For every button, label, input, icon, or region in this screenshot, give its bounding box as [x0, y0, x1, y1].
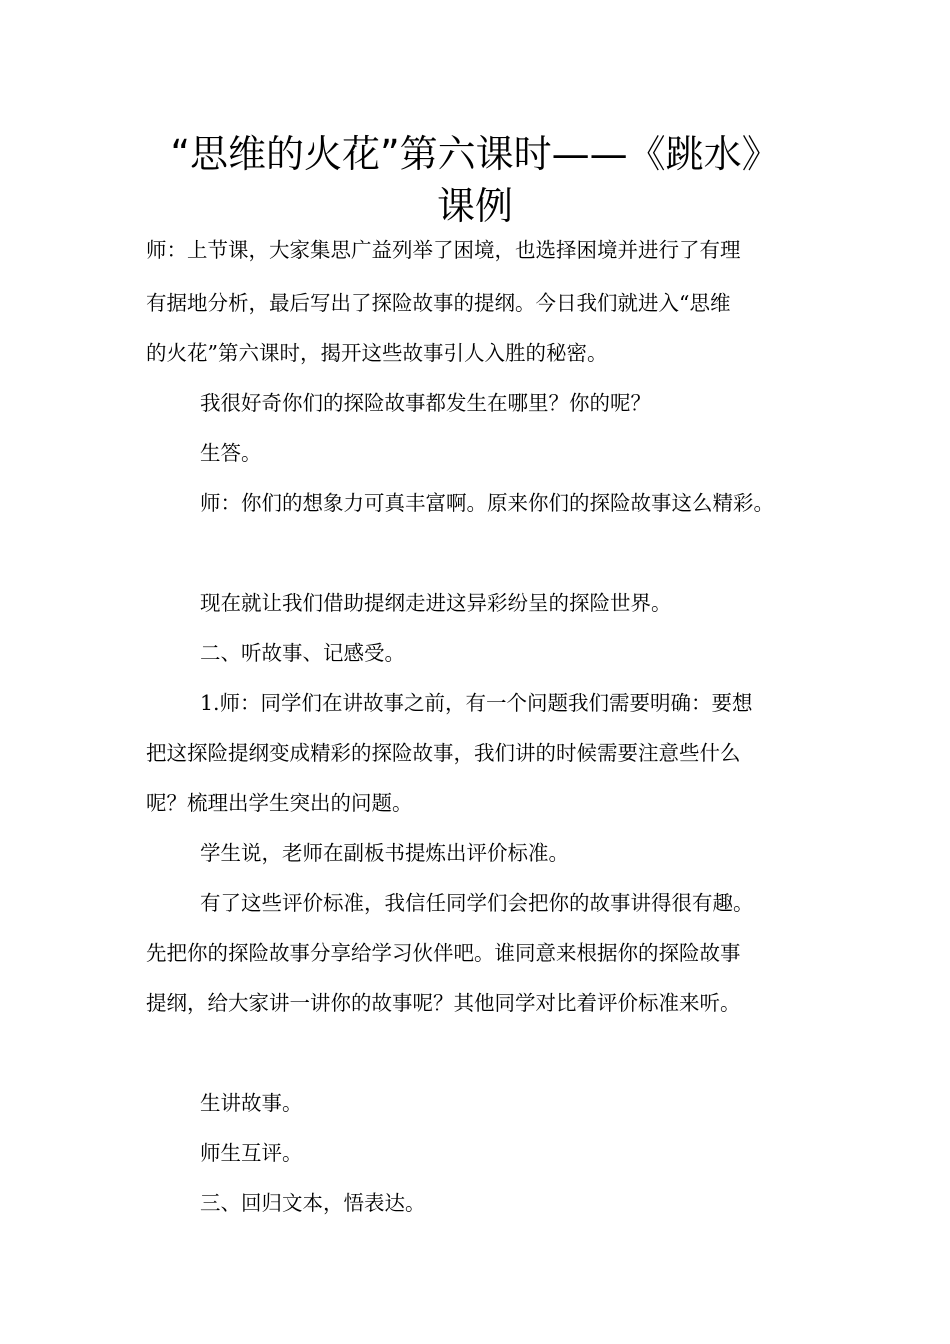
paragraph-line: 呢？梳理出学生突出的问题。 [146, 791, 413, 815]
paragraph-line: 二、听故事、记感受。 [200, 641, 405, 665]
paragraph-line: 的火花”第六课时，揭开这些故事引人入胜的秘密。 [146, 341, 608, 365]
paragraph-line: 生答。 [200, 441, 262, 465]
paragraph-line: 三、回归文本，悟表达。 [200, 1191, 426, 1215]
paragraph-line: 先把你的探险故事分享给学习伙伴吧。谁同意来根据你的探险故事 [146, 941, 741, 965]
paragraph-line: 我很好奇你们的探险故事都发生在哪里？你的呢？ [200, 391, 651, 415]
document-title-line-1: “思维的火花”第六课时——《跳水》 [170, 132, 780, 176]
paragraph-line: 1.师：同学们在讲故事之前，有一个问题我们需要明确：要想 [200, 691, 753, 715]
paragraph-line: 有据地分析，最后写出了探险故事的提纲。今日我们就进入“思维 [146, 291, 731, 315]
paragraph-line: 师：你们的想象力可真丰富啊。原来你们的探险故事这么精彩。 [200, 491, 774, 515]
paragraph-line: 把这探险提纲变成精彩的探险故事，我们讲的时候需要注意些什么 [146, 741, 741, 765]
paragraph-line: 现在就让我们借助提纲走进这异彩纷呈的探险世界。 [200, 591, 672, 615]
paragraph-line: 学生说，老师在副板书提炼出评价标准。 [200, 841, 569, 865]
paragraph-line: 师：上节课，大家集思广益列举了困境，也选择困境并进行了有理 [146, 238, 741, 262]
paragraph-line: 有了这些评价标准，我信任同学们会把你的故事讲得很有趣。 [200, 891, 754, 915]
paragraph-line: 师生互评。 [200, 1141, 303, 1165]
document-title-line-2: 课例 [436, 184, 513, 228]
paragraph-line: 生讲故事。 [200, 1091, 303, 1115]
paragraph-line: 提纲，给大家讲一讲你的故事呢？其他同学对比着评价标准来听。 [146, 991, 741, 1015]
